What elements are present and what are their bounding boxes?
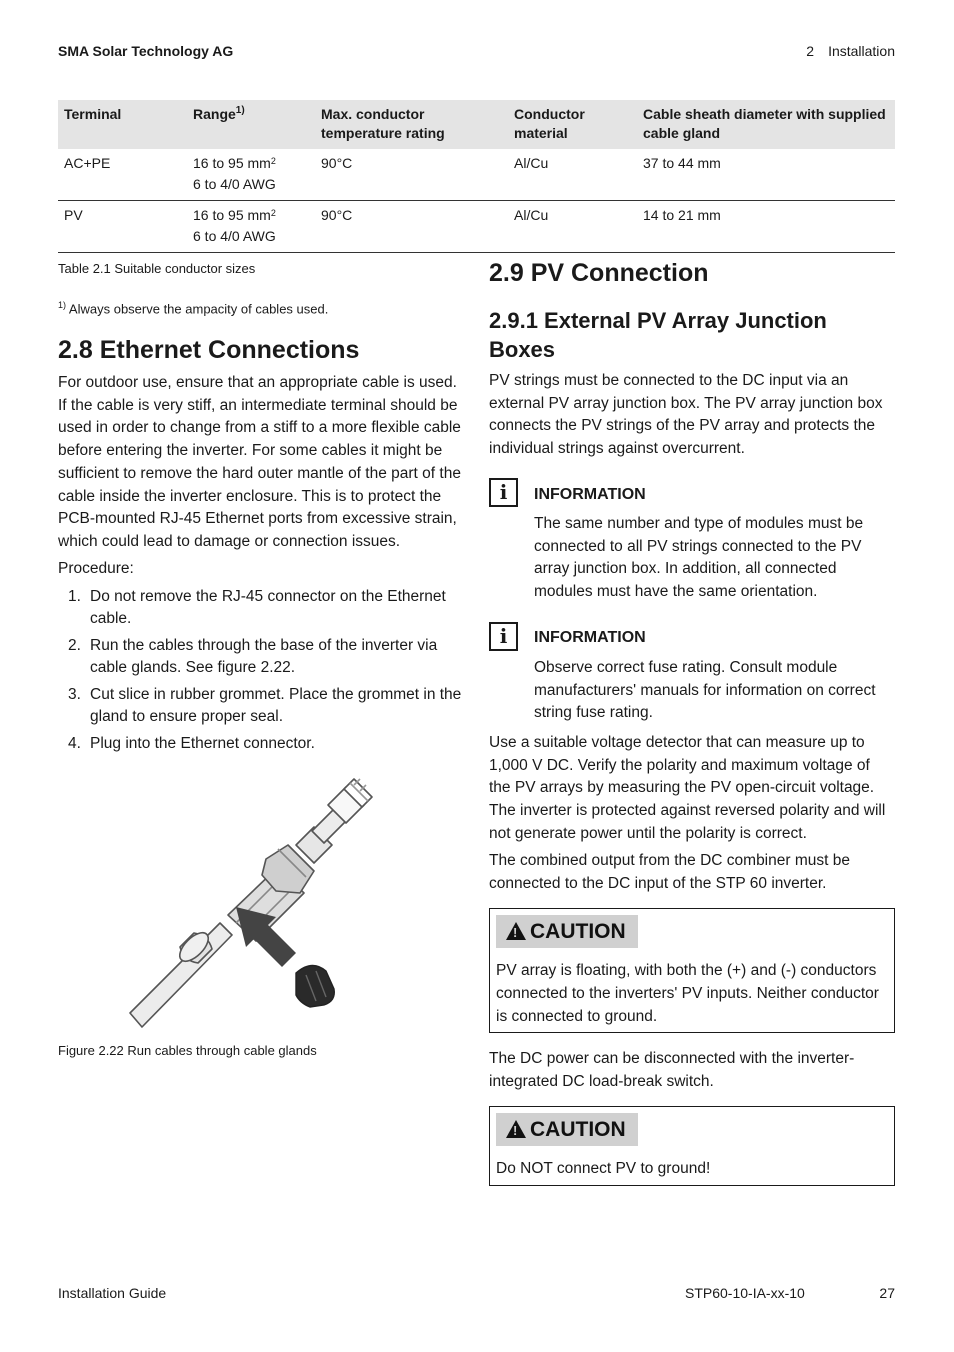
warning-triangle-icon — [506, 922, 526, 940]
footnote-mark: 1) — [58, 300, 67, 310]
info-text-1: The same number and type of modules must be connected to all PV strings connected to the PV array junction box. In addition, all connected modules must have the same orientation. — [534, 515, 864, 601]
header-terminal: Terminal — [58, 100, 187, 149]
page-number: 27 — [879, 1285, 895, 1301]
cell-range: 16 to 95 $mm^2$ 6 to 4/0 AWG — [187, 201, 315, 253]
cell-terminal: PV — [58, 201, 187, 253]
subsection-heading-junction-boxes: 2.9.1 External PV Array Junction Boxes — [489, 308, 827, 362]
dc-combiner-paragraph: The combined output from the DC combiner must be connected to the DC input of the STP 60 inverter. — [489, 852, 850, 892]
figure-caption: Figure 2.22 Run cables through cable glands — [58, 1043, 317, 1058]
caution-box-ground — [489, 1106, 895, 1186]
header-diameter: Cable sheath diameter with supplied cable gland — [637, 100, 895, 149]
list-item: 3. Cut slice in rubber grommet. Place the grommet in the gland to ensure proper seal. — [68, 686, 462, 725]
table-row — [58, 149, 895, 201]
procedure-label: Procedure: — [58, 560, 134, 577]
info-title-1: INFORMATION — [534, 486, 646, 503]
header-material: Conductor material — [508, 100, 637, 149]
warning-triangle-icon — [506, 1120, 526, 1138]
table-caption: Table 2.1 Suitable conductor sizes — [58, 261, 256, 276]
ethernet-intro-paragraph: For outdoor use, ensure that an appropriate cable is used. If the cable is very stiff, an intermediate terminal should be used in order to change from a stiff to a more flexible cable before entering the inverter. For some cables it might be sufficient to remove the hard outer mantle of the part of the cable inside the inverter enclosure. This is to protect the PCB-mounted RJ-45 Ethernet ports from excessive strain, which could lead to damage or connection issues. — [58, 374, 461, 550]
footer-doc-id: STP60-10-IA-xx-10 — [685, 1285, 805, 1301]
information-icon: i — [489, 478, 518, 507]
cell-terminal: AC+PE — [58, 149, 187, 201]
dc-switch-paragraph: The DC power can be disconnected with the inverter-integrated DC load-break switch. — [489, 1050, 855, 1090]
table-footnote — [58, 300, 328, 316]
chapter-title: Installation — [828, 43, 895, 59]
table-row — [58, 201, 895, 253]
list-item: 4. Plug into the Ethernet connector. — [68, 735, 315, 752]
footer-guide-title: Installation Guide — [58, 1285, 167, 1301]
cell-material: Al/Cu — [508, 201, 637, 253]
caution-label: CAUTION — [530, 920, 626, 943]
caution-text-2: Do NOT connect PV to ground! — [496, 1160, 711, 1177]
header-range: Range$^{1)}$ — [187, 100, 315, 149]
table-header-row — [58, 100, 895, 149]
cell-material: Al/Cu — [508, 149, 637, 201]
list-item: 1. Do not remove the RJ-45 connector on the Ethernet cable. — [68, 588, 446, 627]
info-title-2: INFORMATION — [534, 629, 646, 646]
cell-temperature: 90°C — [315, 149, 508, 201]
procedure-steps — [68, 586, 463, 760]
header-temperature: Max. conductor temperature rating — [315, 100, 508, 149]
footnote-text: Always observe the ampacity of cables used. — [68, 301, 329, 317]
section-heading-pv: 2.9 PV Connection — [489, 259, 709, 287]
section-heading-ethernet: 2.8 Ethernet Connections — [58, 336, 360, 364]
cell-diameter: 37 to 44 mm — [637, 149, 895, 201]
voltage-paragraph: Use a suitable voltage detector that can measure up to 1,000 V DC. Verify the polarity and maximum voltage of the PV arrays by measuring the PV open-circuit voltage. The inverter is protected against reversed polarity and will not generate power until the polarity is correct. — [489, 734, 886, 842]
chapter-number: 2 — [806, 43, 815, 59]
caution-label: CAUTION — [530, 1118, 626, 1141]
caution-text-1: PV array is floating, with both the (+) and (-) conductors connected to the inverters' PV inputs. Neither conductor is connected to ground. — [496, 962, 879, 1025]
cell-range: 16 to 95 $mm^2$ 6 to 4/0 AWG — [187, 149, 315, 201]
caution-badge — [496, 915, 638, 948]
info-text-2: Observe correct fuse rating. Consult module manufacturers' manuals for information on correct string fuse rating. — [534, 659, 876, 722]
caution-box-floating — [489, 908, 895, 1033]
cell-temperature: 90°C — [315, 201, 508, 253]
caution-badge — [496, 1113, 638, 1146]
running-header-chapter — [806, 43, 895, 59]
list-item: 2. Run the cables through the base of the inverter via cable glands. See figure 2.22. — [68, 637, 438, 676]
information-icon: i — [489, 622, 518, 651]
cell-diameter: 14 to 21 mm — [637, 201, 895, 253]
running-header-company: SMA Solar Technology AG — [58, 43, 234, 59]
junction-intro-paragraph: PV strings must be connected to the DC input via an external PV array junction box. The PV array junction box connects the PV strings of the PV array and protects the individual strings against overcurrent. — [489, 372, 883, 458]
conductor-size-table — [58, 100, 895, 253]
range-footnote-mark: 1) — [235, 105, 245, 116]
cable-gland-figure — [128, 775, 428, 1033]
